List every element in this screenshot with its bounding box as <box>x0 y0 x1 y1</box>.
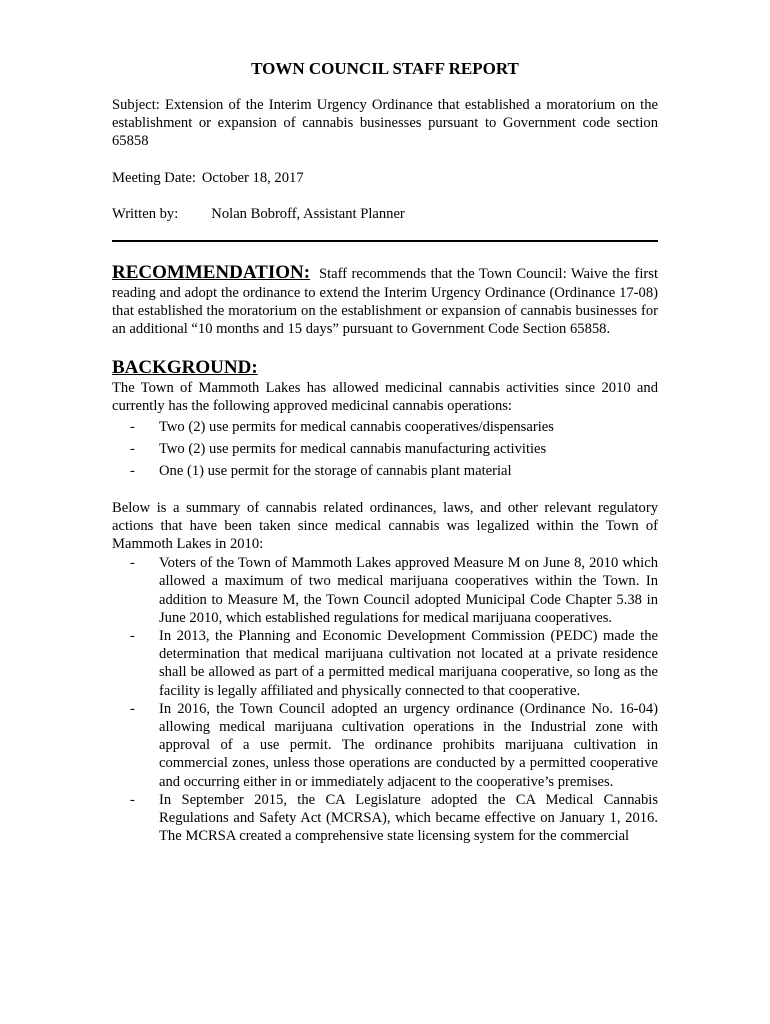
operations-list <box>112 418 658 481</box>
bullet-dash: - <box>130 419 135 436</box>
header-divider <box>112 240 658 242</box>
list-item <box>112 554 658 627</box>
written-by-value: Nolan Bobroff, Assistant Planner <box>211 205 405 222</box>
summary-intro: Below is a summary of cannabis related ordinances, laws, and other relevant regulatory actions that have been taken since medical cannabis was legalized within the Town of Mammoth Lakes in 2010: <box>112 499 658 553</box>
list-item <box>112 627 658 700</box>
meeting-date-label: Meeting Date: <box>112 169 196 186</box>
written-by-row <box>112 205 658 223</box>
list-item <box>112 440 658 458</box>
summary-list <box>112 554 658 845</box>
list-item <box>112 791 658 846</box>
bullet-dash: - <box>130 628 135 645</box>
bullet-dash: - <box>130 791 135 808</box>
bullet-dash: - <box>130 700 135 717</box>
staff-report-page <box>112 58 658 846</box>
operation-text: Two (2) use permits for medical cannabis cooperatives/dispensaries <box>159 419 554 436</box>
recommendation-paragraph <box>112 262 658 339</box>
summary-text: In September 2015, the CA Legislature adopted the CA Medical Cannabis Regulations and Safety Act (MCRSA), which became effective on January 1, 2016. The MCRSA created a comprehensive state licensing system for the commercial <box>159 791 658 845</box>
summary-text: In 2016, the Town Council adopted an urgency ordinance (Ordinance No. 16-04) allowing medical marijuana cultivation operations in the Industrial zone with approval of a use permit. The ordinance prohibits marijuana cultivation in commercial zones, unless those operations are conducted by a permitted cooperative and occurring either in or immediately adjacent to the cooperative’s premises. <box>159 700 658 790</box>
list-item <box>112 418 658 436</box>
summary-text: In 2013, the Planning and Economic Development Commission (PEDC) made the determination that medical marijuana cultivation not located at a private residence shall be allowed as part of a permitted medical marijuana cooperative, so long as the facility is legally affiliated and physically connected to that cooperative. <box>159 628 658 699</box>
operation-text: One (1) use permit for the storage of cannabis plant material <box>159 463 512 480</box>
written-by-label: Written by: <box>112 205 179 222</box>
background-heading: BACKGROUND: <box>112 356 258 378</box>
meeting-date-value: October 18, 2017 <box>201 169 304 186</box>
report-title: TOWN COUNCIL STAFF REPORT <box>251 59 519 78</box>
recommendation-heading: RECOMMENDATION: <box>112 262 311 284</box>
meeting-date-row <box>112 169 658 187</box>
summary-text: Voters of the Town of Mammoth Lakes approved Measure M on June 8, 2010 which allowed a maximum of two medical marijuana cooperatives within the Town. In addition to Measure M, the Town Council adopted Municipal Code Chapter 5.38 in June 2010, which established regulations for medical marijuana cooperatives. <box>159 555 658 626</box>
bullet-dash: - <box>130 555 135 572</box>
list-item <box>112 700 658 791</box>
operation-text: Two (2) use permits for medical cannabis manufacturing activities <box>159 441 547 458</box>
recommendation-text: Staff recommends that the Town Council: Waive the first reading and adopt the ordinance to extend the Interim Urgency Ordinance (Ordinance 17-08) that established the moratorium on the establishment or expansion of cannabis businesses for an additional “10 months and 15 days” pursuant to Government Code Section 65858. <box>112 266 658 338</box>
bullet-dash: - <box>130 441 135 458</box>
report-subject: Subject: Extension of the Interim Urgency Ordinance that established a moratorium on the establishment or expansion of cannabis businesses pursuant to Government code section 65858 <box>112 97 658 150</box>
background-intro: The Town of Mammoth Lakes has allowed medicinal cannabis activities since 2010 and currently has the following approved medicinal cannabis operations: <box>112 379 658 414</box>
bullet-dash: - <box>130 463 135 480</box>
list-item <box>112 462 658 480</box>
